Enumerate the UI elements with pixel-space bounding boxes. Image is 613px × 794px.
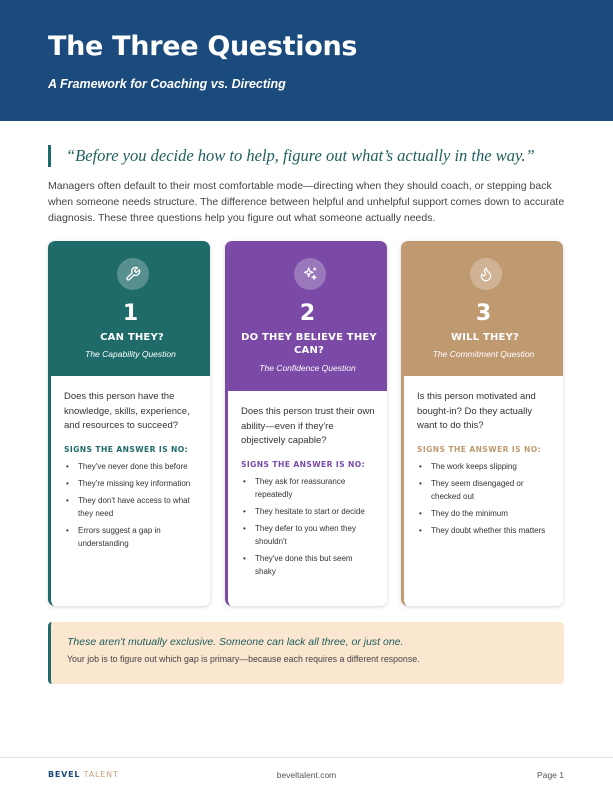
signs-heading: SIGNS THE ANSWER IS NO: <box>64 444 189 454</box>
card-question-subtitle: The Capability Question <box>85 349 176 359</box>
signs-heading: SIGNS THE ANSWER IS NO: <box>241 459 366 469</box>
brand-name-bold: BEVEL <box>48 770 81 779</box>
signs-list <box>417 460 551 537</box>
card-body <box>51 376 210 606</box>
list-item: • They do the minimum <box>417 507 551 520</box>
callout-headline: These aren't mutually exclusive. Someone can lack all three, or just one. <box>67 636 404 648</box>
pull-quote-text: “Before you decide how to help, figure out what’s actually in the way.” <box>66 146 535 165</box>
card-body <box>228 391 387 606</box>
question-card-capability <box>48 241 210 606</box>
question-card-confidence <box>225 241 387 606</box>
question-card-commitment <box>401 241 563 606</box>
page-title: The Three Questions <box>48 31 358 62</box>
footer-url: beveltalent.com <box>276 770 337 780</box>
callout-box <box>48 622 564 684</box>
signs-list <box>64 460 198 550</box>
list-item: • They've done this but seem shaky <box>241 552 375 578</box>
page-subtitle: A Framework for Coaching vs. Directing <box>48 77 286 91</box>
footer-divider <box>0 757 613 758</box>
card-body <box>404 376 563 606</box>
list-item: • They seem disengaged or checked out <box>417 477 551 503</box>
card-header <box>404 241 563 376</box>
card-number: 2 <box>299 301 316 326</box>
card-question-subtitle: The Commitment Question <box>432 349 535 359</box>
list-item: • They don't have access to what they need <box>64 494 198 520</box>
card-header <box>228 241 387 391</box>
page-number: Page 1 <box>537 770 564 780</box>
list-item: • They ask for reassurance repeatedly <box>241 475 375 501</box>
card-header <box>51 241 210 376</box>
card-description: Does this person trust their own ability—even if they're objectively capable? <box>241 406 375 446</box>
callout-text: Your job is to figure out which gap is primary—because each requires a different response. <box>67 654 420 664</box>
pull-quote <box>48 145 568 167</box>
wrench-icon <box>117 258 149 290</box>
signs-list <box>241 475 375 578</box>
card-number: 1 <box>122 301 139 326</box>
list-item: • They're missing key information <box>64 477 198 490</box>
card-question: WILL THEY? <box>450 332 520 343</box>
sparkles-icon <box>294 258 326 290</box>
card-number: 3 <box>475 301 492 326</box>
brand-name-light: TALENT <box>83 770 119 779</box>
list-item: • The work keeps slipping <box>417 460 551 473</box>
list-item: • They defer to you when they shouldn't <box>241 522 375 548</box>
flame-icon <box>470 258 502 290</box>
list-item: • They hesitate to start or decide <box>241 505 375 518</box>
card-question: CAN THEY? <box>100 332 164 343</box>
list-item: • Errors suggest a gap in understanding <box>64 524 198 550</box>
intro-paragraph: Managers often default to their most comfortable mode—directing when they should coach, or stepping back when someone needs structure. The difference between helpful and unhelpful support comes down to accurate diagnosis. These three questions help you figure out what someone actually needs. <box>48 180 565 224</box>
card-question: DO THEY BELIEVE THEY CAN? <box>241 332 377 356</box>
list-item: • They've never done this before <box>64 460 198 473</box>
page-header <box>0 0 613 121</box>
card-description: Is this person motivated and bought-in? Do they actually want to do this? <box>417 391 536 431</box>
card-description: Does this person have the knowledge, skills, experience, and resources to succeed? <box>64 391 190 431</box>
signs-heading: SIGNS THE ANSWER IS NO: <box>417 444 542 454</box>
card-question-subtitle: The Confidence Question <box>259 363 356 373</box>
list-item: • They doubt whether this matters <box>417 524 551 537</box>
